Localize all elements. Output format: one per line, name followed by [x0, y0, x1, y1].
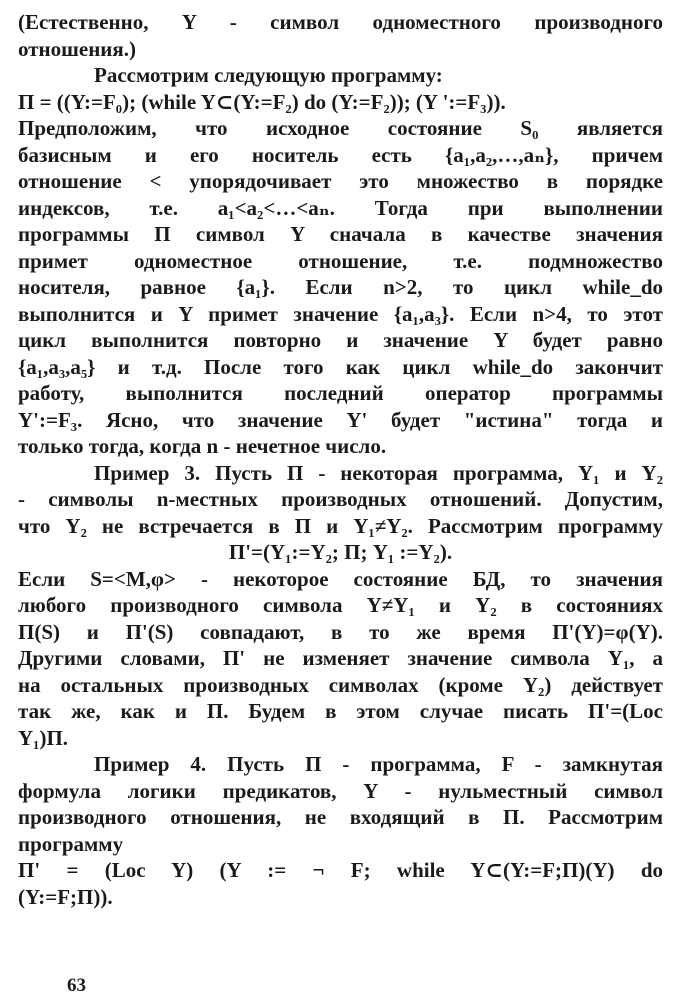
- text-line: {a₁,a₃,a₅} и т.д. После того как цикл while_do закончит: [18, 354, 663, 379]
- text-line: отношение < упорядочивает это множество в порядке: [18, 169, 663, 193]
- text-line: только тогда, когда n - нечетное число.: [18, 434, 387, 458]
- text-line: Предположим, что исходное состояние S₀ является: [18, 116, 663, 140]
- text-line: Y₁)П.: [18, 725, 69, 750]
- text-line: индексов, т.е. a₁<a₂<…<aₙ. Тогда при выполнении: [18, 195, 663, 220]
- text-line: (Естественно, Y - символ одноместного производного: [18, 10, 663, 34]
- page-text-body: [18, 9, 663, 910]
- text-line: П' = (Loc Y) (Y := ¬ F; while Y⊂(Y:=F;П)(Y) do: [18, 858, 663, 882]
- text-line: Пример 4. Пусть П - программа, F - замкнутая: [94, 752, 663, 776]
- text-line: базисным и его носитель есть {a₁,a₂,…,aₙ}, причем: [18, 142, 663, 167]
- text-line: любого производного символа Y≠Y₁ и Y₂ в состояниях: [18, 593, 663, 617]
- page-number: 63: [67, 975, 86, 996]
- text-line: формула логики предикатов, Y - нульместный символ: [18, 778, 663, 803]
- text-line: отношения.): [18, 36, 136, 61]
- text-line: на остальных производных символах (кроме Y₂) действует: [18, 672, 663, 697]
- text-line: П(S) и П'(S) совпадают, в то же время П'(Y)=φ(Y).: [18, 619, 663, 644]
- text-line: Если S=<M,φ> - некоторое состояние БД, то значения: [18, 566, 663, 591]
- text-line: программу: [18, 831, 124, 856]
- text-line: П'=(Y₁:=Y₂; П; Y₁ :=Y₂).: [228, 540, 453, 564]
- text-line: П = ((Y:=F₀); (while Y⊂(Y:=F₂) do (Y:=F₂)); (Y ':=F₃)).: [18, 89, 506, 114]
- text-line: (Y:=F;П)).: [18, 884, 113, 909]
- text-line: выполнится и Y примет значение {a₁,a₃}. Если n>4, то этот: [18, 301, 663, 326]
- text-line: производного отношения, не входящий в П. Рассмотрим: [18, 805, 663, 829]
- text-line: Рассмотрим следующую программу:: [94, 63, 443, 87]
- text-line: что Y₂ не встречается в П и Y₁≠Y₂. Рассмотрим программу: [18, 513, 663, 538]
- text-line: носителя, равное {a₁}. Если n>2, то цикл while_do: [18, 275, 663, 299]
- text-line: Пример 3. Пусть П - некоторая программа, Y₁ и Y₂: [94, 460, 663, 485]
- text-line: Y':=F₃. Ясно, что значение Y' будет "истина" тогда и: [18, 407, 663, 432]
- text-line: цикл выполнится повторно и значение Y будет равно: [18, 328, 663, 352]
- text-line: так же, как и П. Будем в этом случае писать П'=(Loc: [18, 699, 663, 723]
- text-line: Другими словами, П' не изменяет значение символа Y₁, а: [18, 646, 663, 670]
- text-line: примет одноместное отношение, т.е. подмножество: [18, 248, 663, 273]
- text-line: - символы n-местных производных отношений. Допустим,: [18, 487, 663, 511]
- text-line: работу, выполнится последний оператор программы: [18, 381, 663, 405]
- text-line: программы П символ Y сначала в качестве значения: [18, 222, 663, 246]
